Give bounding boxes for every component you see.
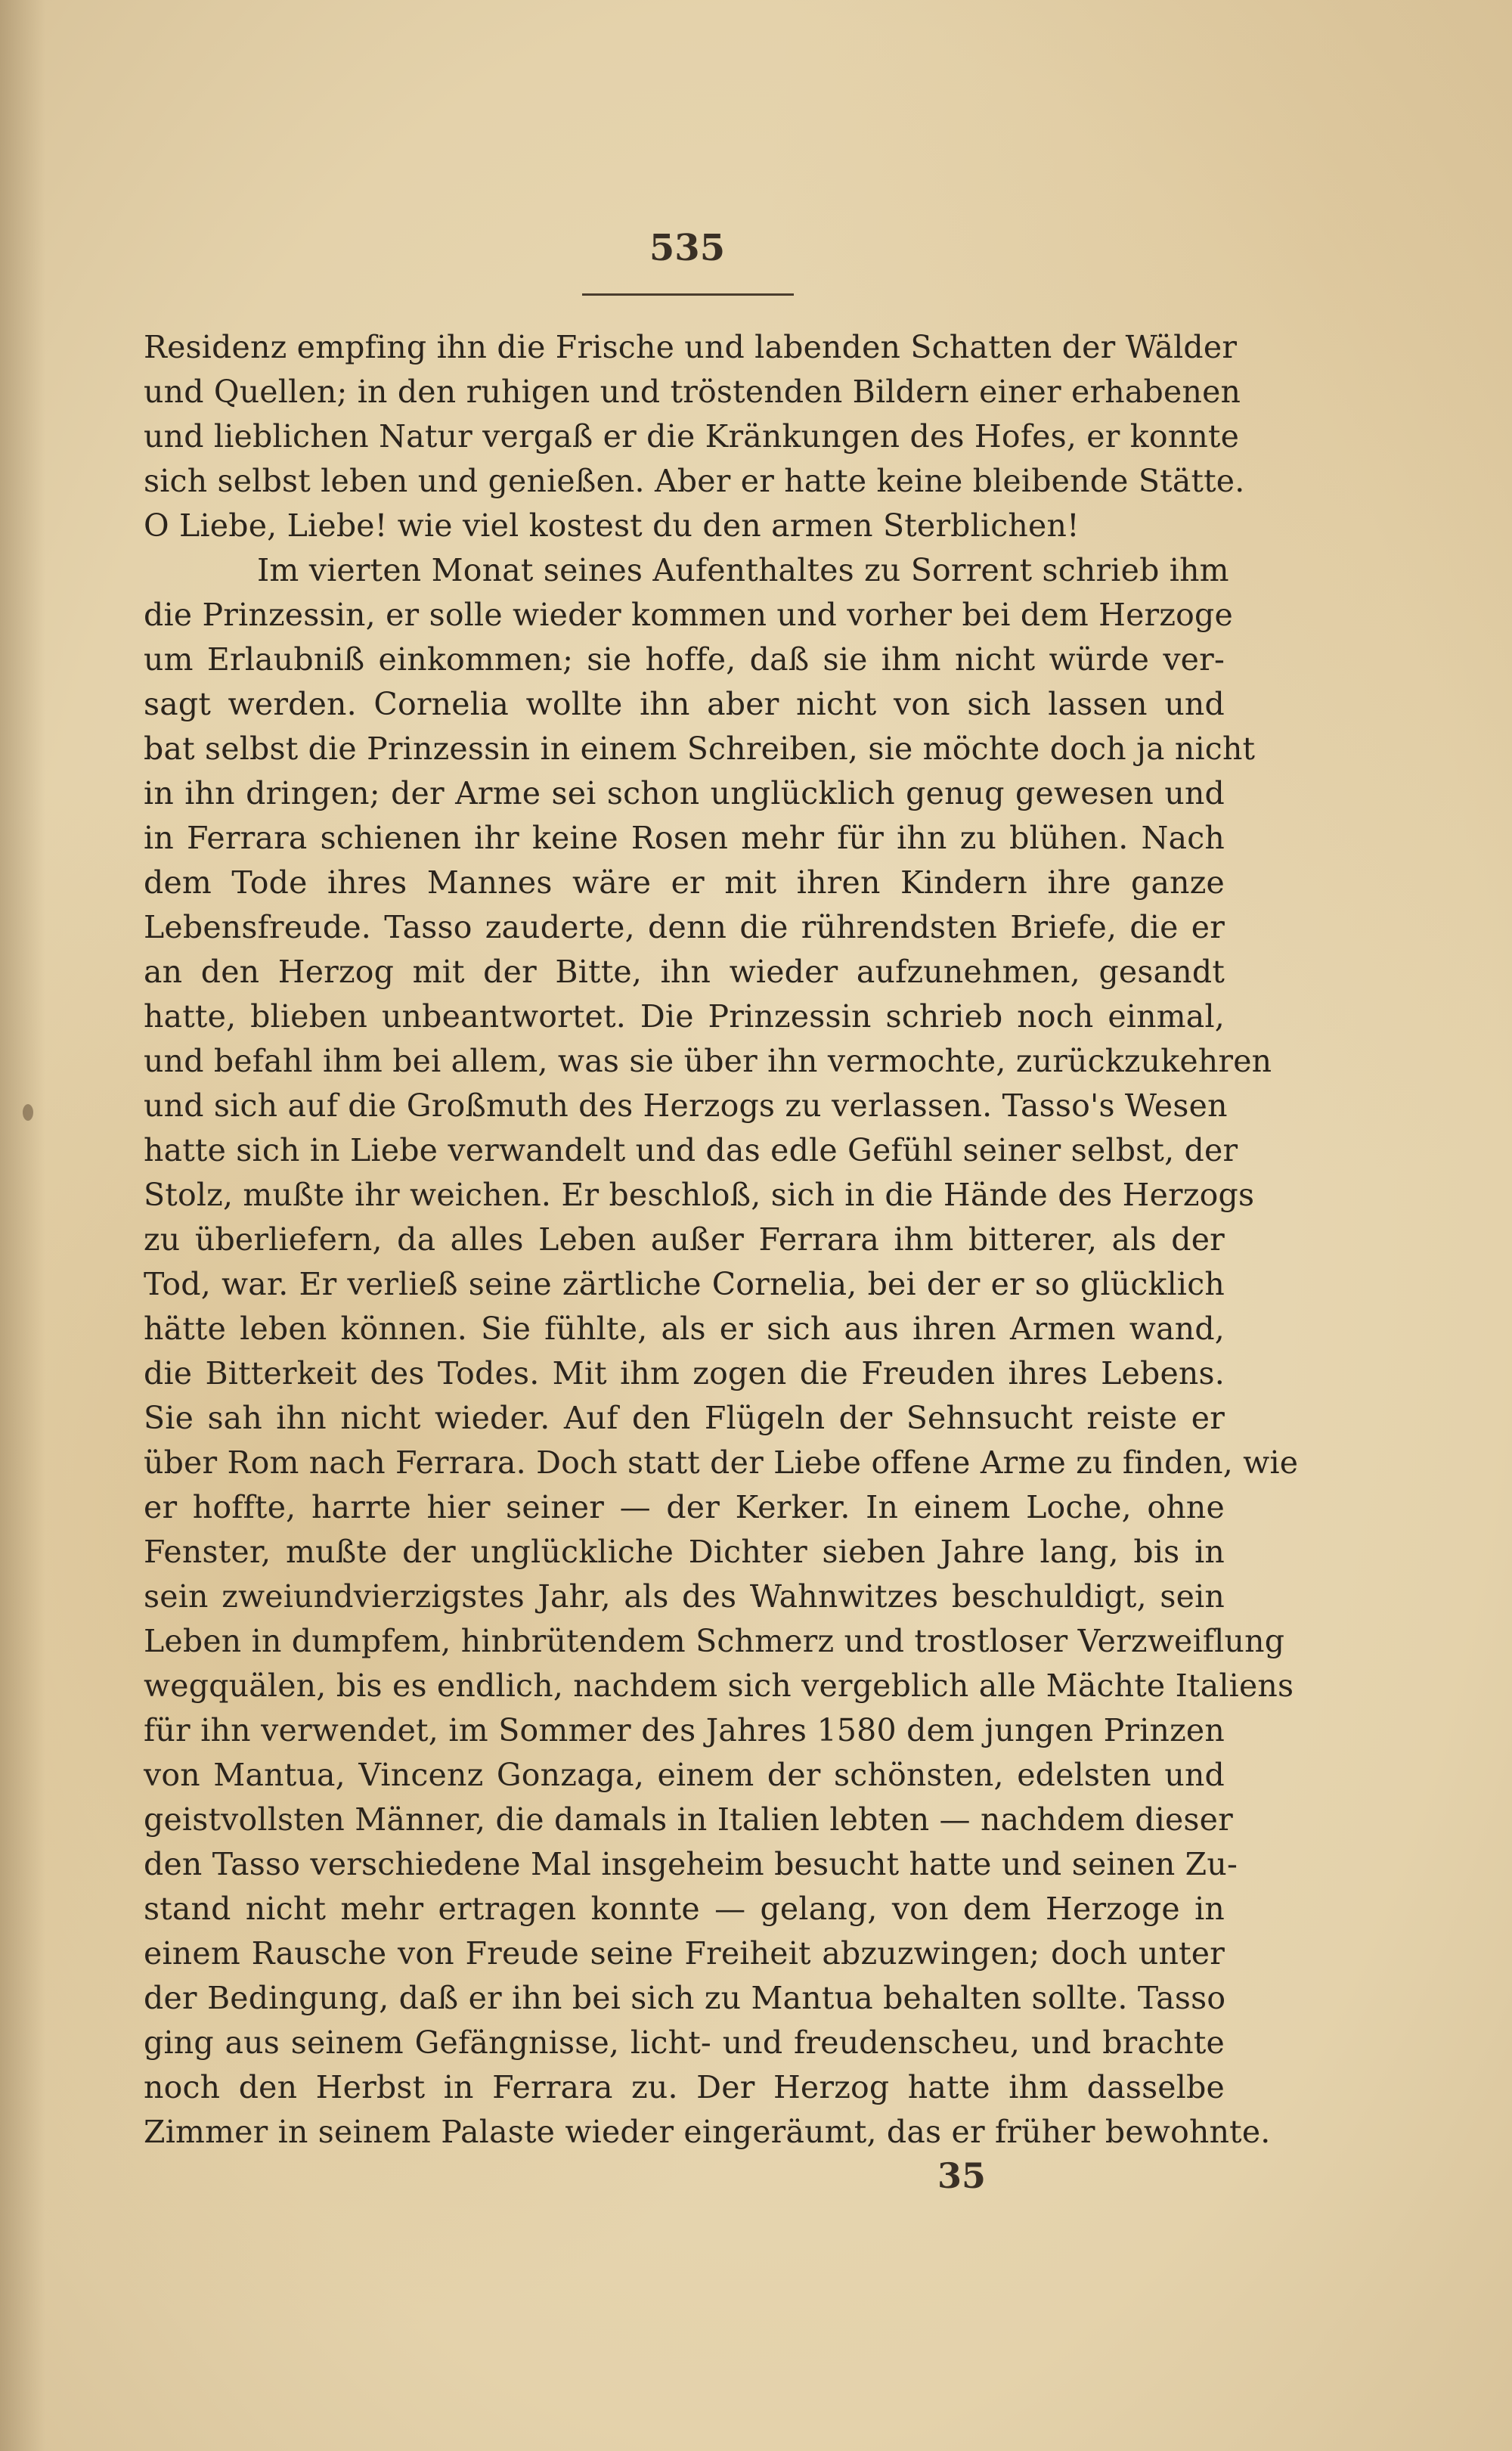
text-line: Residenz empfing ihn die Frische und labenden Schatten der Wälder bbox=[144, 329, 1238, 365]
text-line: den Tasso verschiedene Mal insgeheim besucht hatte und seinen Zu- bbox=[144, 1846, 1238, 1882]
spine-shadow bbox=[0, 0, 45, 2451]
text-line: bat selbst die Prinzessin in einem Schreiben, sie möchte doch ja nicht bbox=[144, 731, 1256, 767]
text-line: stand nicht mehr ertragen konnte — gelang, von dem Herzoge in bbox=[144, 1891, 1225, 1927]
text-line: in Ferrara schienen ihr keine Rosen mehr für ihn zu blühen. Nach bbox=[144, 820, 1225, 856]
body-text bbox=[144, 325, 1299, 2155]
text-line: von Mantua, Vincenz Gonzaga, einem der schönsten, edelsten und bbox=[144, 1757, 1225, 1793]
signature-mark: 35 bbox=[937, 2155, 987, 2196]
ink-smudge bbox=[23, 1104, 33, 1121]
text-line: die Bitterkeit des Todes. Mit ihm zogen die Freuden ihres Lebens. bbox=[144, 1355, 1225, 1391]
header-rule bbox=[582, 293, 794, 296]
text-line: an den Herzog mit der Bitte, ihn wieder aufzunehmen, gesandt bbox=[144, 954, 1225, 990]
text-line: und lieblichen Natur vergaß er die Kränkungen des Hofes, er konnte bbox=[144, 418, 1240, 455]
text-line: in ihn dringen; der Arme sei schon unglücklich genug gewesen und bbox=[144, 775, 1225, 811]
text-line: hatte sich in Liebe verwandelt und das edle Gefühl seiner selbst, der bbox=[144, 1132, 1238, 1168]
text-line: die Prinzessin, er solle wieder kommen und vorher bei dem Herzoge bbox=[144, 597, 1233, 633]
text-line: sein zweiundvierzigstes Jahr, als des Wahnwitzes beschuldigt, sein bbox=[144, 1578, 1225, 1615]
text-line: sagt werden. Cornelia wollte ihn aber nicht von sich lassen und bbox=[144, 686, 1225, 722]
text-line: einem Rausche von Freude seine Freiheit abzuzwingen; doch unter bbox=[144, 1935, 1225, 1972]
text-line: und Quellen; in den ruhigen und tröstenden Bildern einer erhabenen bbox=[144, 374, 1241, 410]
text-line: geistvollsten Männer, die damals in Italien lebten — nachdem dieser bbox=[144, 1801, 1233, 1838]
text-line: noch den Herbst in Ferrara zu. Der Herzog hatte ihm dasselbe bbox=[144, 2069, 1225, 2105]
text-line: der Bedingung, daß er ihn bei sich zu Mantua behalten sollte. Tasso bbox=[144, 1980, 1226, 2016]
paragraph-start-line: Im vierten Monat seines Aufenthaltes zu Sorrent schrieb ihm bbox=[257, 552, 1229, 588]
text-line: Lebensfreude. Tasso zauderte, denn die rührendsten Briefe, die er bbox=[144, 909, 1225, 945]
text-line: Zimmer in seinem Palaste wieder eingeräumt, das er früher bewohnte. bbox=[144, 2114, 1271, 2150]
text-line: hätte leben können. Sie fühlte, als er sich aus ihren Armen wand, bbox=[144, 1311, 1225, 1347]
text-line: Tod, war. Er verließ seine zärtliche Cornelia, bei der er so glücklich bbox=[144, 1266, 1225, 1302]
text-line: Leben in dumpfem, hinbrütendem Schmerz und trostloser Verzweiflung bbox=[144, 1623, 1285, 1659]
text-line: über Rom nach Ferrara. Doch statt der Liebe offene Arme zu finden, wie bbox=[144, 1444, 1299, 1481]
text-line: ging aus seinem Gefängnisse, licht- und freudenscheu, und brachte bbox=[144, 2024, 1225, 2061]
text-line: zu überliefern, da alles Leben außer Ferrara ihm bitterer, als der bbox=[144, 1221, 1225, 1258]
text-line: hatte, blieben unbeantwortet. Die Prinzessin schrieb noch einmal, bbox=[144, 998, 1225, 1035]
text-line: und sich auf die Großmuth des Herzogs zu verlassen. Tasso's Wesen bbox=[144, 1087, 1228, 1124]
text-line: dem Tode ihres Mannes wäre er mit ihren Kindern ihre ganze bbox=[144, 864, 1225, 901]
text-line: um Erlaubniß einkommen; sie hoffe, daß sie ihm nicht würde ver- bbox=[144, 641, 1225, 678]
text-line: für ihn verwendet, im Sommer des Jahres 1580 dem jungen Prinzen bbox=[144, 1712, 1225, 1748]
text-line: Sie sah ihn nicht wieder. Auf den Flügeln der Sehnsucht reiste er bbox=[144, 1400, 1225, 1436]
text-line: Fenster, mußte der unglückliche Dichter sieben Jahre lang, bis in bbox=[144, 1534, 1225, 1570]
text-line: wegquälen, bis es endlich, nachdem sich vergeblich alle Mächte Italiens bbox=[144, 1668, 1294, 1704]
text-line: O Liebe, Liebe! wie viel kostest du den armen Sterblichen! bbox=[144, 507, 1080, 544]
text-line: er hoffte, harrte hier seiner — der Kerker. In einem Loche, ohne bbox=[144, 1489, 1225, 1525]
text-line: und befahl ihm bei allem, was sie über ihn vermochte, zurückzukehren bbox=[144, 1043, 1272, 1079]
page-number: 535 bbox=[649, 227, 726, 269]
text-line: Stolz, mußte ihr weichen. Er beschloß, sich in die Hände des Herzogs bbox=[144, 1177, 1255, 1213]
text-line: sich selbst leben und genießen. Aber er hatte keine bleibende Stätte. bbox=[144, 463, 1245, 499]
